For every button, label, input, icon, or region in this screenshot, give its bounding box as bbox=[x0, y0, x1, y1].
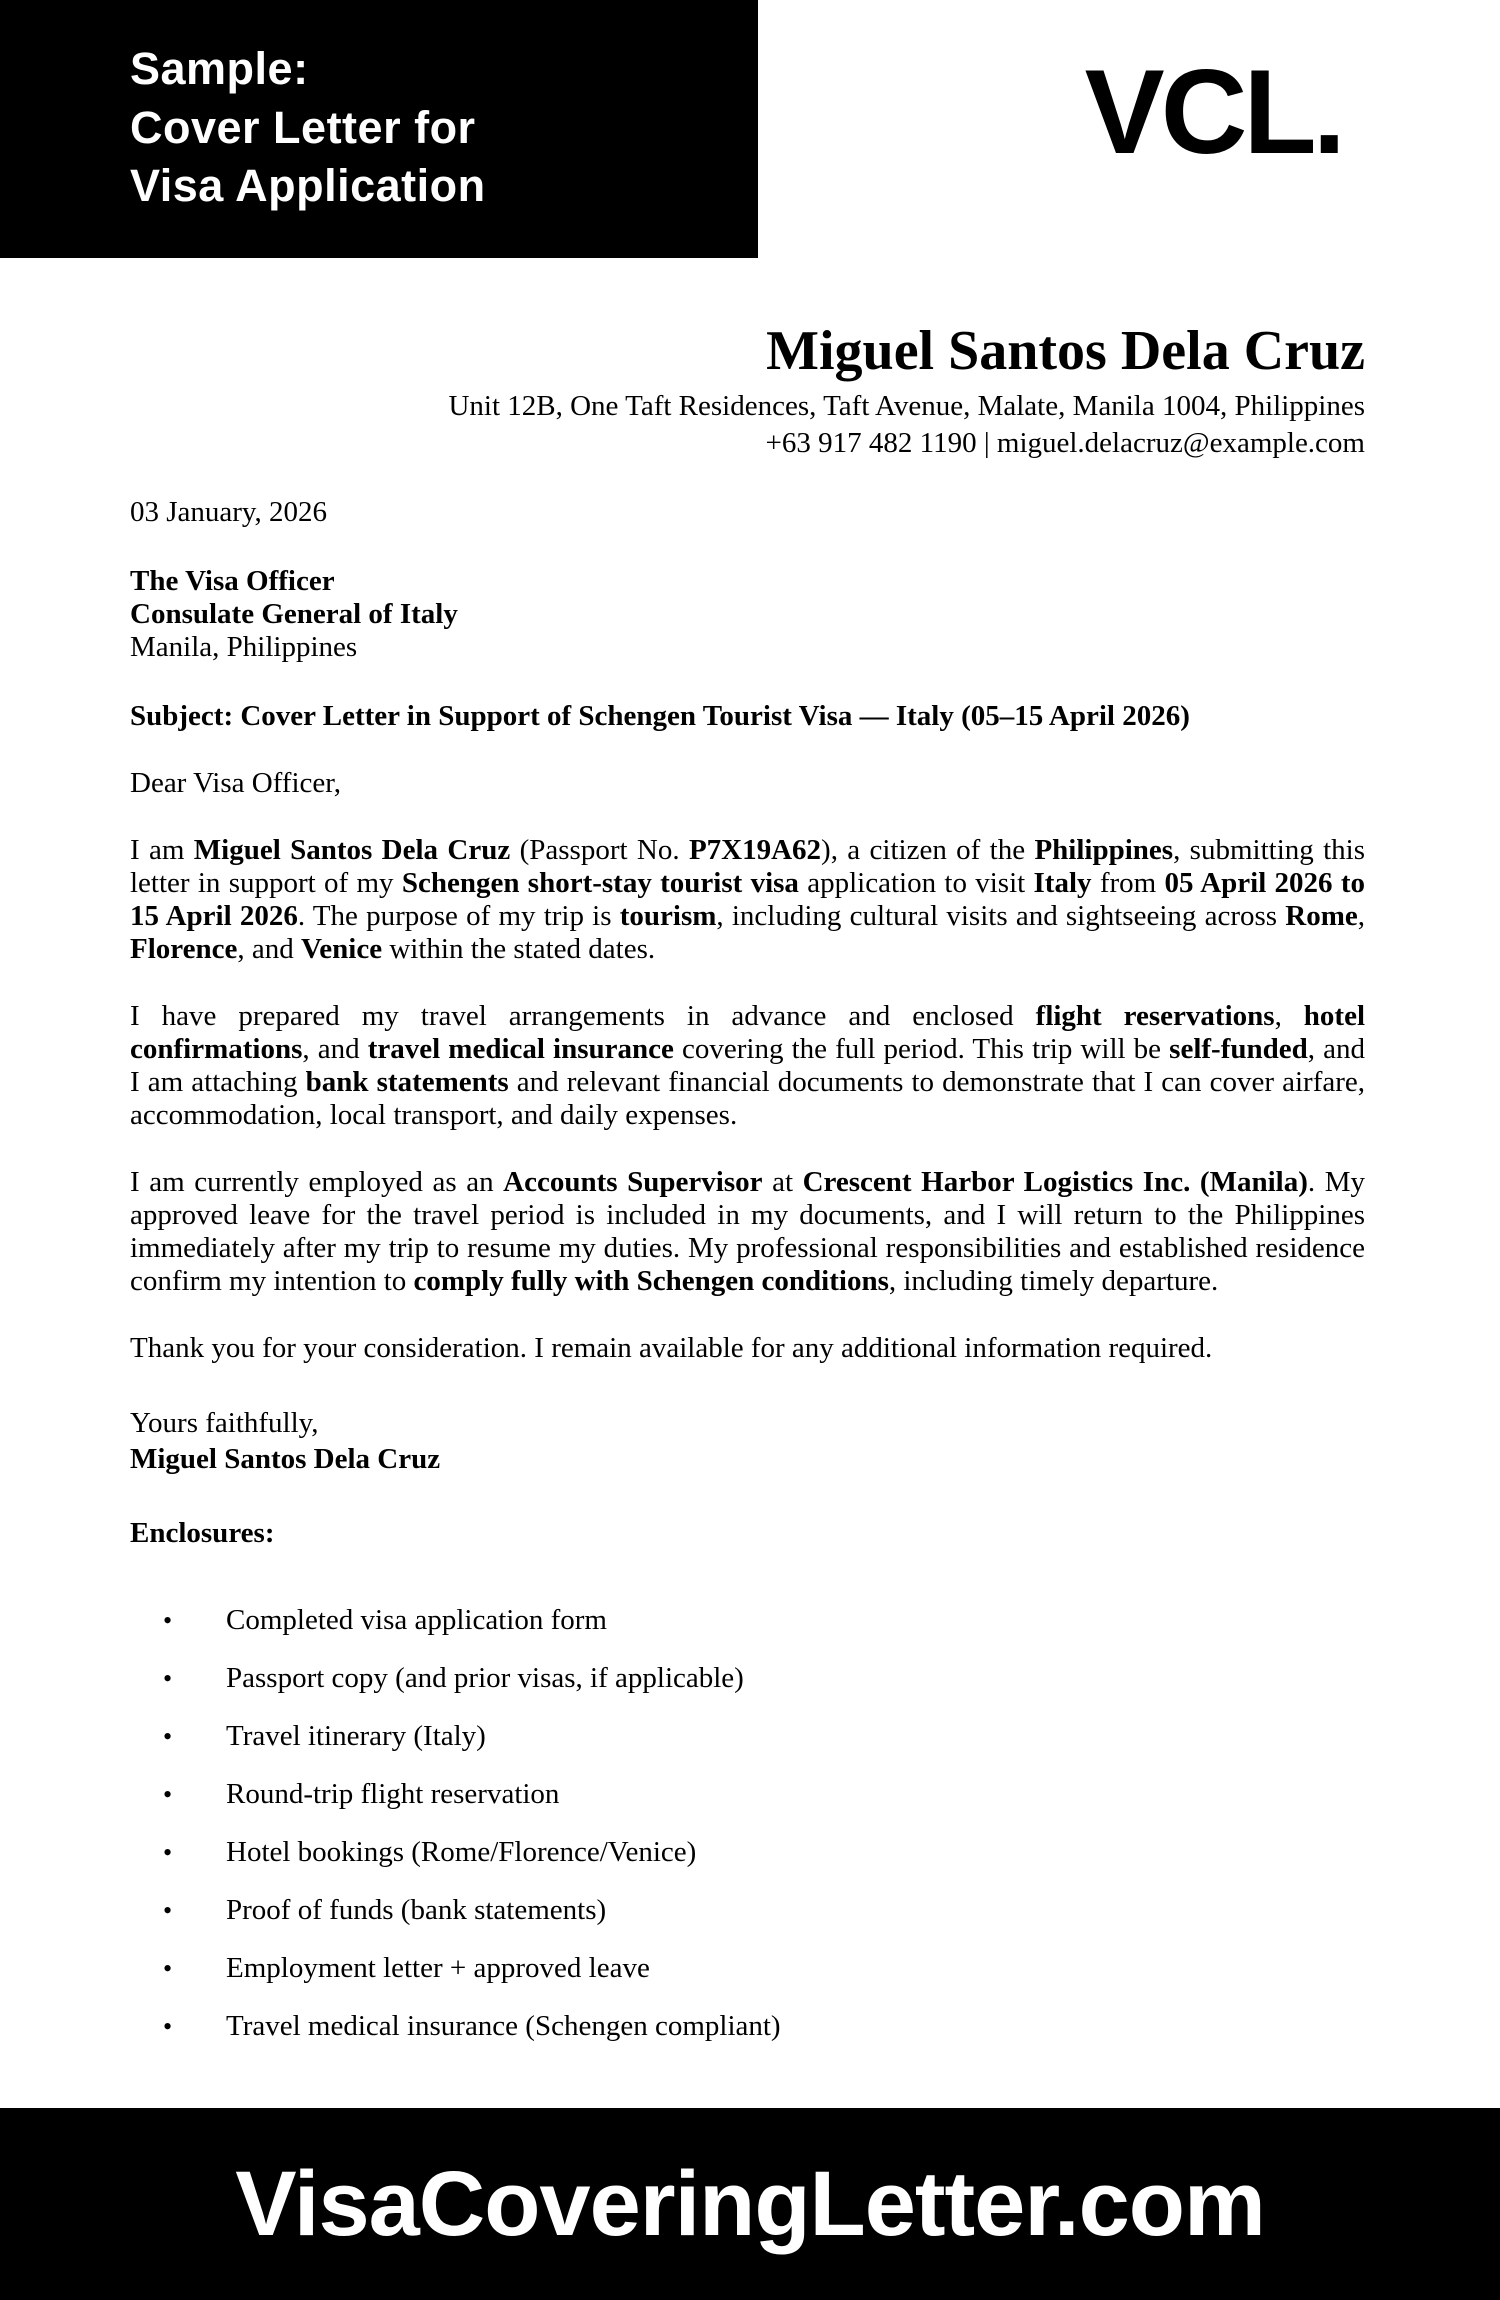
recipient-title: The Visa Officer bbox=[130, 565, 335, 597]
list-item-text: Round-trip flight reservation bbox=[226, 1778, 560, 1810]
bullet-icon: • bbox=[163, 1664, 173, 1693]
bullet-icon: • bbox=[163, 1954, 173, 1983]
recipient-block bbox=[130, 565, 1365, 664]
bullet-icon: • bbox=[163, 1896, 173, 1925]
list-item bbox=[130, 2010, 1365, 2043]
list-item-text: Proof of funds (bank statements) bbox=[226, 1894, 607, 1926]
bullet-icon: • bbox=[163, 2012, 173, 2041]
list-item bbox=[130, 1836, 1365, 1869]
sender-contact: +63 917 482 1190 | miguel.delacruz@example.com bbox=[765, 427, 1365, 459]
list-item-text: Passport copy (and prior visas, if applicable) bbox=[226, 1662, 744, 1694]
sample-banner-line-2: Cover Letter for bbox=[130, 101, 476, 153]
sample-banner-line-1: Sample: bbox=[130, 43, 309, 94]
recipient-location: Manila, Philippines bbox=[130, 631, 358, 663]
signature-name: Miguel Santos Dela Cruz bbox=[130, 1443, 441, 1475]
bullet-icon: • bbox=[163, 1722, 173, 1751]
thanks-line: Thank you for your consideration. I remain available for any additional information required. bbox=[130, 1332, 1213, 1364]
valediction-block bbox=[130, 1405, 1365, 1477]
recipient-organization: Consulate General of Italy bbox=[130, 598, 458, 630]
sample-banner bbox=[0, 0, 758, 258]
bullet-icon: • bbox=[163, 1780, 173, 1809]
sender-name: Miguel Santos Dela Cruz bbox=[766, 320, 1365, 382]
sender-block bbox=[130, 320, 1365, 460]
sender-address: Unit 12B, One Taft Residences, Taft Avenue, Malate, Manila 1004, Philippines bbox=[448, 390, 1365, 422]
bullet-icon: • bbox=[163, 1606, 173, 1635]
enclosures-heading: Enclosures: bbox=[130, 1517, 275, 1549]
paragraph-employment: I am currently employed as an Accounts Supervisor at Crescent Harbor Logistics Inc. (Manila). My approved leave for the travel period is included in my documents, and I will return to the Philippines immediately after my trip to resume my duties. My professional responsibilities and established residence confirm my intention to comply fully with Schengen conditions, including timely departure. bbox=[130, 1166, 1365, 1297]
bullet-icon: • bbox=[163, 1838, 173, 1867]
salutation: Dear Visa Officer, bbox=[130, 767, 342, 799]
list-item-text: Employment letter + approved leave bbox=[226, 1952, 650, 1984]
list-item-text: Travel itinerary (Italy) bbox=[226, 1720, 486, 1752]
list-item bbox=[130, 1778, 1365, 1811]
cover-letter bbox=[130, 320, 1365, 2068]
list-item-text: Completed visa application form bbox=[226, 1604, 607, 1636]
list-item bbox=[130, 1662, 1365, 1695]
paragraph-introduction: I am Miguel Santos Dela Cruz (Passport No. P7X19A62), a citizen of the Philippines, submitting this letter in support of my Schengen short-stay tourist visa application to visit Italy from 05 April 2026 to 15 April 2026. The purpose of my trip is tourism, including cultural visits and sightseeing across Rome, Florence, and Venice within the stated dates. bbox=[130, 834, 1366, 965]
list-item-text: Hotel bookings (Rome/Florence/Venice) bbox=[226, 1836, 697, 1868]
list-item bbox=[130, 1604, 1365, 1637]
list-item bbox=[130, 1952, 1365, 1985]
vcl-logo: VCL. bbox=[1084, 45, 1342, 179]
list-item bbox=[130, 1894, 1365, 1927]
sample-banner-line-3: Visa Application bbox=[130, 160, 486, 211]
valediction: Yours faithfully, bbox=[130, 1407, 319, 1439]
subject-line: Subject: Cover Letter in Support of Schengen Tourist Visa — Italy (05–15 April 2026) bbox=[130, 700, 1190, 732]
enclosures-list bbox=[130, 1604, 1365, 2043]
list-item bbox=[130, 1720, 1365, 1753]
footer-bar bbox=[0, 2108, 1500, 2300]
date-line: 03 January, 2026 bbox=[130, 496, 328, 528]
list-item-text: Travel medical insurance (Schengen compliant) bbox=[226, 2010, 781, 2042]
paragraph-arrangements: I have prepared my travel arrangements in advance and enclosed flight reservations, hotel confirmations, and travel medical insurance covering the full period. This trip will be self-funded, and I am attaching bank statements and relevant financial documents to demonstrate that I can cover airfare, accommodation, local transport, and daily expenses. bbox=[130, 1000, 1365, 1131]
footer-site-name: VisaCoveringLetter.com bbox=[235, 2152, 1265, 2255]
